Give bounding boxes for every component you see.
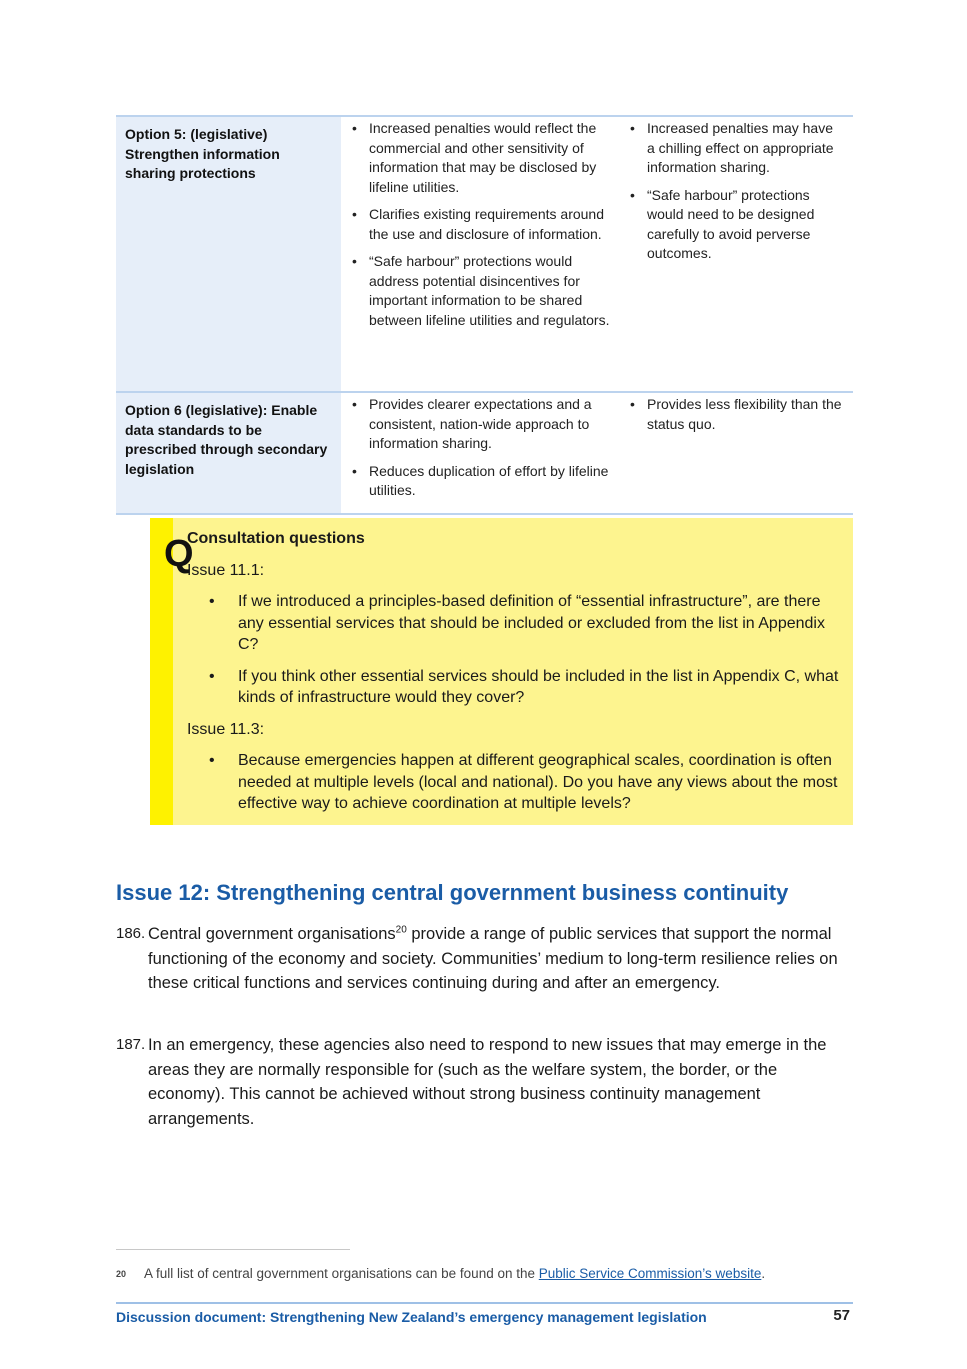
question-q-icon: Q bbox=[164, 533, 194, 575]
list-item: • Clarifies existing requirements around the use and disclosure of information. bbox=[349, 205, 613, 244]
table-row bbox=[116, 116, 853, 392]
paragraph-text: Central government organisations bbox=[148, 925, 396, 943]
list-item: • Provides clearer expectations and a consistent, nation-wide approach to information sharing. bbox=[349, 395, 613, 454]
footer-divider bbox=[116, 1302, 853, 1304]
pros-cell bbox=[341, 392, 619, 514]
list-item: • Increased penalties may have a chilling effect on appropriate information sharing. bbox=[627, 119, 843, 178]
list-item: • “Safe harbour” protections would address potential disincentives for important information to be shared between lifeline utilities and regulators. bbox=[349, 252, 613, 330]
footnote-reference[interactable]: 20 bbox=[395, 924, 407, 936]
paragraph-number: 186. bbox=[116, 925, 146, 942]
consultation-box bbox=[150, 518, 853, 825]
options-table bbox=[116, 115, 853, 515]
cons-cell bbox=[619, 392, 853, 514]
table-row bbox=[116, 392, 853, 514]
list-item: • Increased penalties would reflect the commercial and other sensitivity of information that may be disclosed by lifeline utilities. bbox=[349, 119, 613, 197]
footnote-text: A full list of central government organisations can be found on the bbox=[144, 1266, 539, 1281]
cons-cell bbox=[619, 116, 853, 392]
paragraph-text: In an emergency, these agencies also need to respond to new issues that may emerge in the areas they are normally responsible for (such as the welfare system, the border, or the economy). This cannot be achieved without strong business continuity management arrangements. bbox=[148, 1036, 827, 1128]
footnote bbox=[116, 1265, 765, 1283]
paragraph-187 bbox=[116, 1033, 848, 1131]
pros-cell bbox=[341, 116, 619, 392]
issue-label: Issue 11.1: bbox=[186, 561, 265, 579]
paragraph-text: provide a range of public services that support the normal functioning of the economy and society. Communities’ medium to long-term resilience relies on these critical functions and services continuing during and after an emergency. bbox=[148, 925, 838, 992]
option-label: Option 5: (legislative) Strengthen information sharing protections bbox=[116, 116, 341, 392]
question-item: • If you think other essential services should be included in the list in Appendix C, what kinds of infrastructure would they cover? bbox=[187, 666, 839, 709]
question-item: • If we introduced a principles-based definition of “essential infrastructure”, are there any essential services that should be included or excluded from the list in Appendix C? bbox=[187, 591, 839, 656]
issue-label: Issue 11.3: bbox=[186, 720, 265, 738]
section-heading: Issue 12: Strengthening central government business continuity bbox=[116, 880, 789, 905]
question-item: • Because emergencies happen at different geographical scales, coordination is often needed at multiple levels (local and national). Do you have any views about the most effective way to achieve coordination at multiple levels? bbox=[187, 750, 839, 815]
option-label: Option 6 (legislative): Enable data standards to be prescribed through secondary legislation bbox=[116, 392, 341, 514]
footer-title: Discussion document: Strengthening New Zealand’s emergency management legislation bbox=[116, 1309, 707, 1325]
consultation-content bbox=[173, 518, 853, 825]
paragraph-number: 187. bbox=[116, 1036, 146, 1053]
list-item: • Reduces duplication of effort by lifeline utilities. bbox=[349, 462, 613, 501]
list-item: • Provides less flexibility than the status quo. bbox=[627, 395, 843, 434]
question-marker bbox=[150, 518, 194, 825]
list-item: • “Safe harbour” protections would need to be designed carefully to avoid perverse outcomes. bbox=[627, 186, 843, 264]
footnote-end: . bbox=[761, 1266, 766, 1281]
footnote-divider bbox=[116, 1249, 350, 1250]
page-number: 57 bbox=[833, 1307, 850, 1324]
footnote-number: 20 bbox=[116, 1269, 127, 1279]
footnote-link[interactable]: Public Service Commission’s website bbox=[538, 1266, 762, 1281]
paragraph-186 bbox=[116, 922, 848, 996]
consultation-title: Consultation questions bbox=[186, 530, 365, 547]
